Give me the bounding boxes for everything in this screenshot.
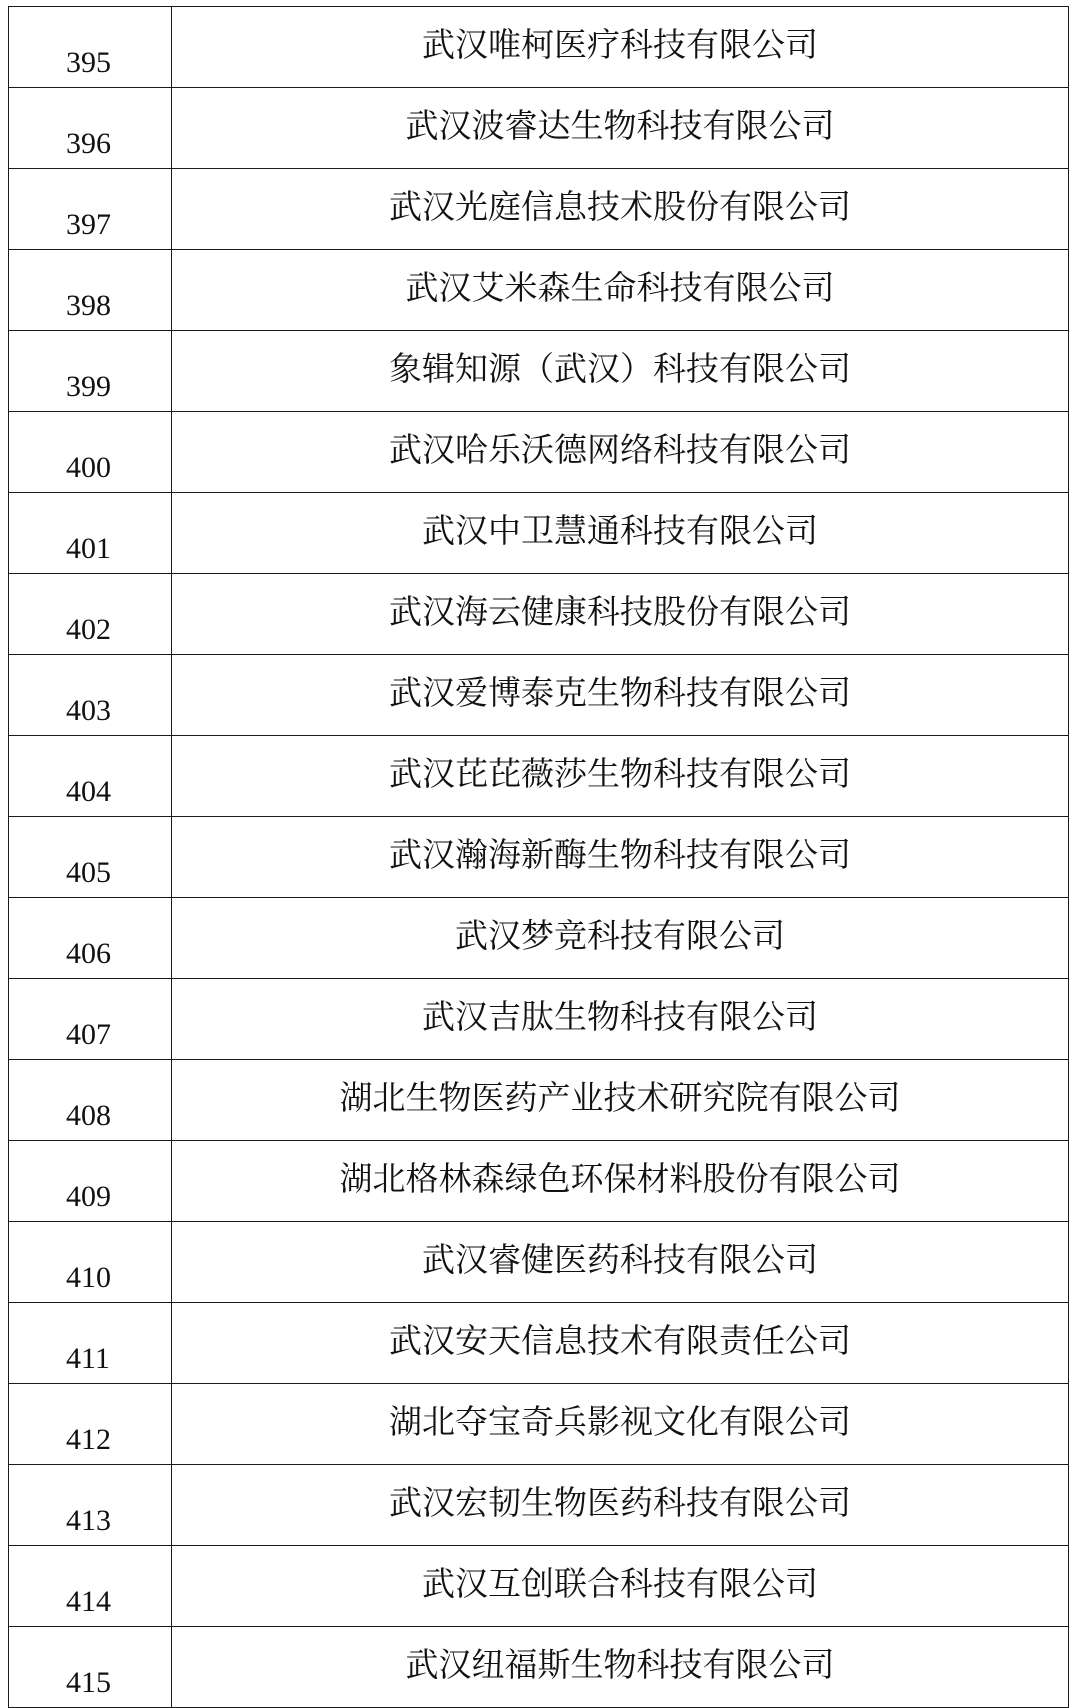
- table-row: [9, 169, 1069, 250]
- table-row: [9, 574, 1069, 655]
- row-number: 403: [9, 655, 172, 736]
- table-row: [9, 1303, 1069, 1384]
- company-name: 武汉瀚海新酶生物科技有限公司: [172, 817, 1069, 898]
- table-row: [9, 979, 1069, 1060]
- table-row: [9, 1546, 1069, 1627]
- table-row: [9, 493, 1069, 574]
- row-number: 404: [9, 736, 172, 817]
- company-name: 武汉海云健康科技股份有限公司: [172, 574, 1069, 655]
- row-number: 407: [9, 979, 172, 1060]
- row-number: 396: [9, 88, 172, 169]
- company-name: 武汉波睿达生物科技有限公司: [172, 88, 1069, 169]
- table-row: [9, 1465, 1069, 1546]
- row-number: 399: [9, 331, 172, 412]
- row-number: 414: [9, 1546, 172, 1627]
- row-number: 397: [9, 169, 172, 250]
- company-name: 武汉纽福斯生物科技有限公司: [172, 1627, 1069, 1708]
- row-number: 409: [9, 1141, 172, 1222]
- row-number: 411: [9, 1303, 172, 1384]
- table-row: [9, 1222, 1069, 1303]
- row-number: 410: [9, 1222, 172, 1303]
- row-number: 412: [9, 1384, 172, 1465]
- table-row: [9, 1141, 1069, 1222]
- company-name: 武汉宏韧生物医药科技有限公司: [172, 1465, 1069, 1546]
- table-row: [9, 898, 1069, 979]
- company-name: 武汉中卫慧通科技有限公司: [172, 493, 1069, 574]
- company-name: 象辑知源（武汉）科技有限公司: [172, 331, 1069, 412]
- company-name: 湖北夺宝奇兵影视文化有限公司: [172, 1384, 1069, 1465]
- table-row: [9, 1060, 1069, 1141]
- table-row: [9, 1384, 1069, 1465]
- company-name: 武汉梦竞科技有限公司: [172, 898, 1069, 979]
- table-row: [9, 817, 1069, 898]
- table-row: [9, 412, 1069, 493]
- row-number: 395: [9, 7, 172, 88]
- table-row: [9, 331, 1069, 412]
- row-number: 401: [9, 493, 172, 574]
- company-name: 武汉光庭信息技术股份有限公司: [172, 169, 1069, 250]
- row-number: 408: [9, 1060, 172, 1141]
- row-number: 415: [9, 1627, 172, 1708]
- company-list-table: [8, 6, 1069, 1708]
- company-name: 武汉吉肽生物科技有限公司: [172, 979, 1069, 1060]
- company-name: 武汉爱博泰克生物科技有限公司: [172, 655, 1069, 736]
- company-name: 武汉艾米森生命科技有限公司: [172, 250, 1069, 331]
- row-number: 406: [9, 898, 172, 979]
- company-name: 武汉安天信息技术有限责任公司: [172, 1303, 1069, 1384]
- table-row: [9, 7, 1069, 88]
- row-number: 402: [9, 574, 172, 655]
- row-number: 400: [9, 412, 172, 493]
- company-name: 武汉芘芘薇莎生物科技有限公司: [172, 736, 1069, 817]
- row-number: 413: [9, 1465, 172, 1546]
- row-number: 398: [9, 250, 172, 331]
- table-row: [9, 88, 1069, 169]
- table-row: [9, 1627, 1069, 1708]
- table-row: [9, 655, 1069, 736]
- row-number: 405: [9, 817, 172, 898]
- company-list-body: [9, 7, 1069, 1708]
- table-row: [9, 736, 1069, 817]
- company-name: 武汉哈乐沃德网络科技有限公司: [172, 412, 1069, 493]
- company-name: 武汉互创联合科技有限公司: [172, 1546, 1069, 1627]
- company-name: 湖北格林森绿色环保材料股份有限公司: [172, 1141, 1069, 1222]
- table-row: [9, 250, 1069, 331]
- company-name: 武汉唯柯医疗科技有限公司: [172, 7, 1069, 88]
- company-name: 武汉睿健医药科技有限公司: [172, 1222, 1069, 1303]
- company-name: 湖北生物医药产业技术研究院有限公司: [172, 1060, 1069, 1141]
